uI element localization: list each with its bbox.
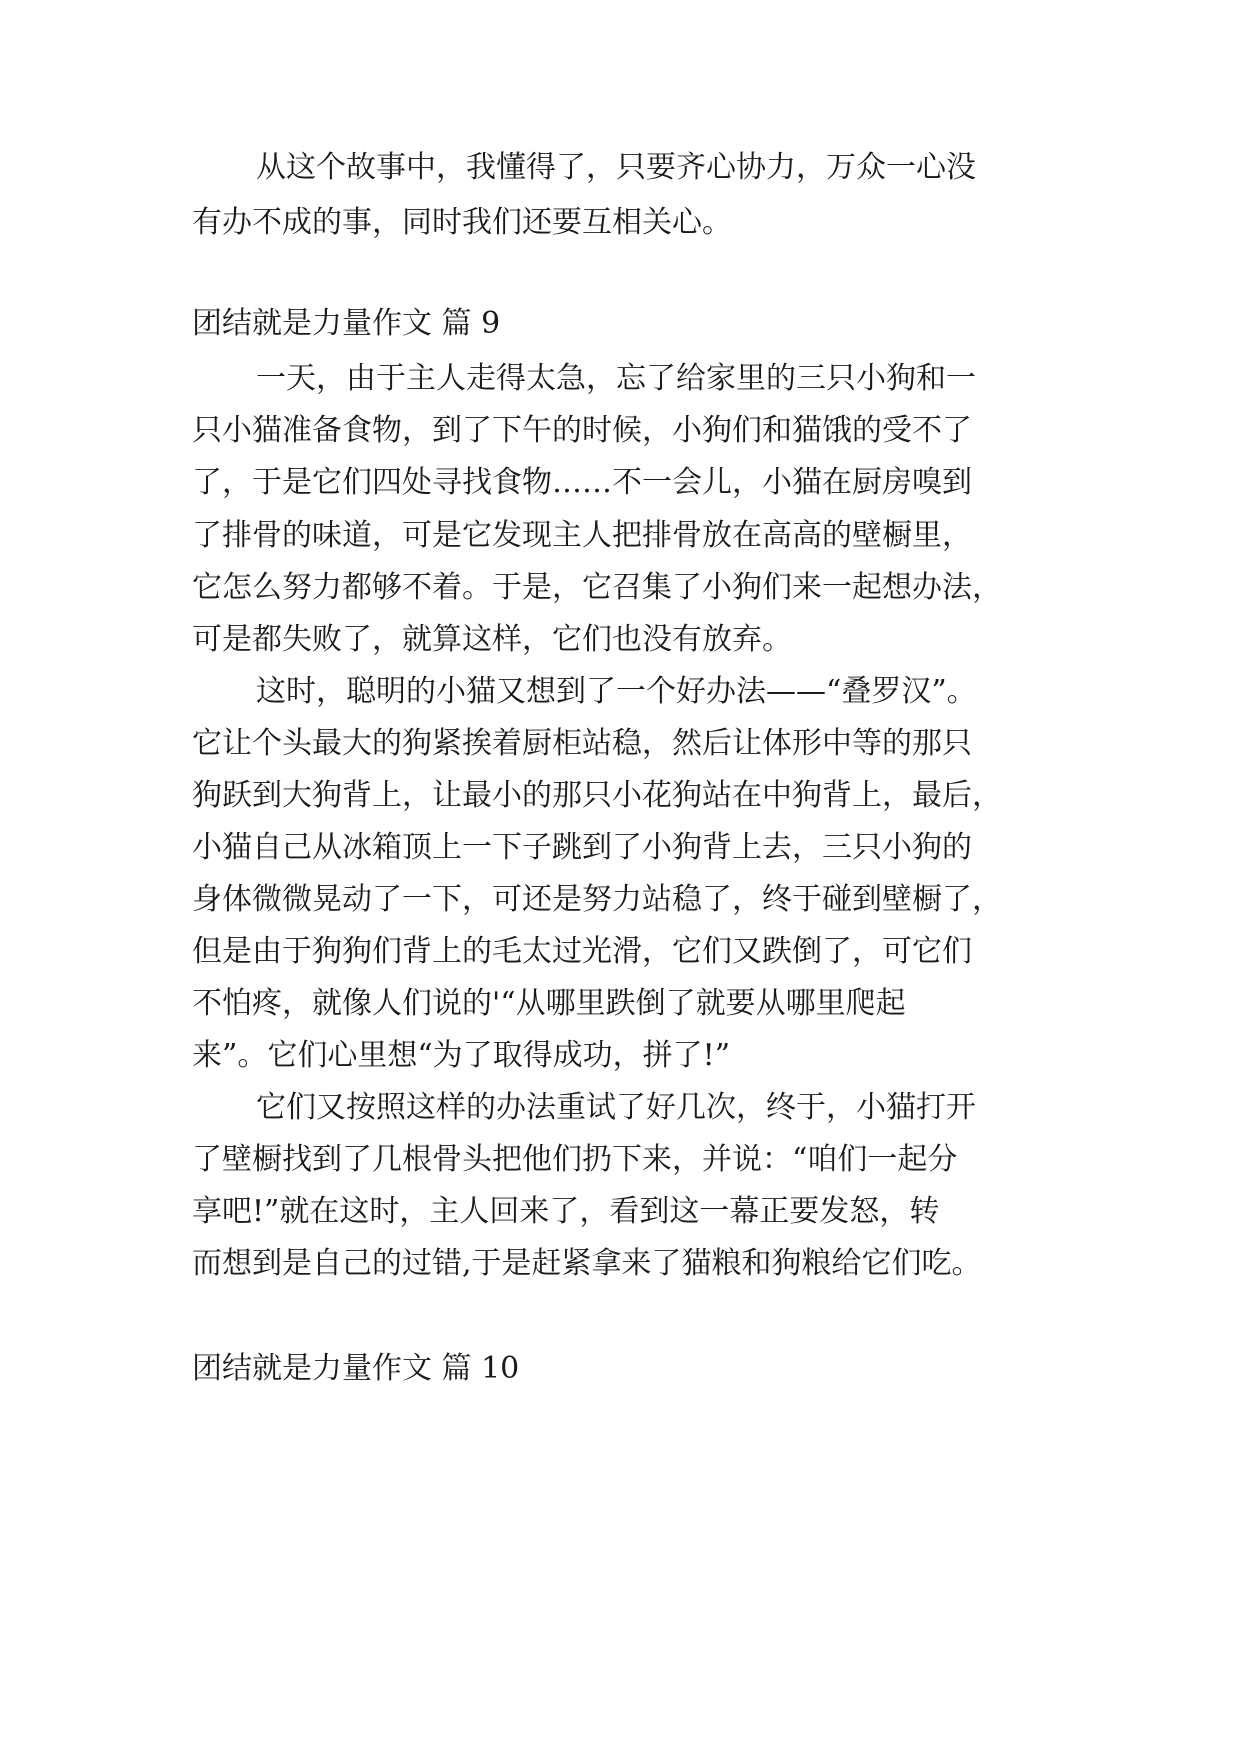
paragraph-line: 但是由于狗狗们背上的毛太过光滑，它们又跌倒了，可它们	[192, 934, 972, 969]
paragraph-line: 享吧!”就在这时，主人回来了，看到这一幕正要发怒，转	[192, 1194, 940, 1229]
paragraph-line: 它怎么努力都够不着。于是，它召集了小狗们来一起想办法，	[192, 570, 1002, 605]
paragraph-line: 从这个故事中，我懂得了，只要齐心协力，万众一心没	[256, 150, 976, 185]
section-heading: 团结就是力量作文 篇 9	[192, 306, 501, 341]
paragraph-line: 了，于是它们四处寻找食物……不一会儿，小猫在厨房嗅到	[192, 465, 972, 500]
paragraph-line: 它让个头最大的狗紧挨着厨柜站稳，然后让体形中等的那只	[192, 726, 972, 761]
paragraph-line: 它们又按照这样的办法重试了好几次，终于，小猫打开	[256, 1090, 976, 1125]
paragraph-line: 有办不成的事，同时我们还要互相关心。	[192, 205, 732, 240]
paragraph-line: 而想到是自己的过错,于是赶紧拿来了猫粮和狗粮给它们吃。	[192, 1246, 982, 1281]
paragraph-line: 狗跃到大狗背上，让最小的那只小花狗站在中狗背上，最后，	[192, 778, 1002, 813]
paragraph-line: 只小猫准备食物，到了下午的时候，小狗们和猫饿的受不了	[192, 413, 972, 448]
section-heading: 团结就是力量作文 篇 10	[192, 1351, 520, 1386]
paragraph-line: 一天，由于主人走得太急，忘了给家里的三只小狗和一	[256, 361, 976, 396]
paragraph-line: 了壁橱找到了几根骨头把他们扔下来，并说：“咱们一起分	[192, 1142, 958, 1177]
paragraph-line: 小猫自己从冰箱顶上一下子跳到了小狗背上去，三只小狗的	[192, 830, 972, 865]
paragraph-line: 来”。它们心里想“为了取得成功，拼了!”	[192, 1038, 731, 1073]
paragraph-line: 这时，聪明的小猫又想到了一个好办法——“叠罗汉”。	[256, 674, 977, 709]
paragraph-line: 可是都失败了，就算这样，它们也没有放弃。	[192, 622, 792, 657]
paragraph-line: 不怕疼，就像人们说的'“从哪里跌倒了就要从哪里爬起	[192, 986, 906, 1021]
paragraph-line: 了排骨的味道，可是它发现主人把排骨放在高高的壁橱里，	[192, 518, 972, 553]
paragraph-line: 身体微微晃动了一下，可还是努力站稳了，终于碰到壁橱了，	[192, 882, 1002, 917]
